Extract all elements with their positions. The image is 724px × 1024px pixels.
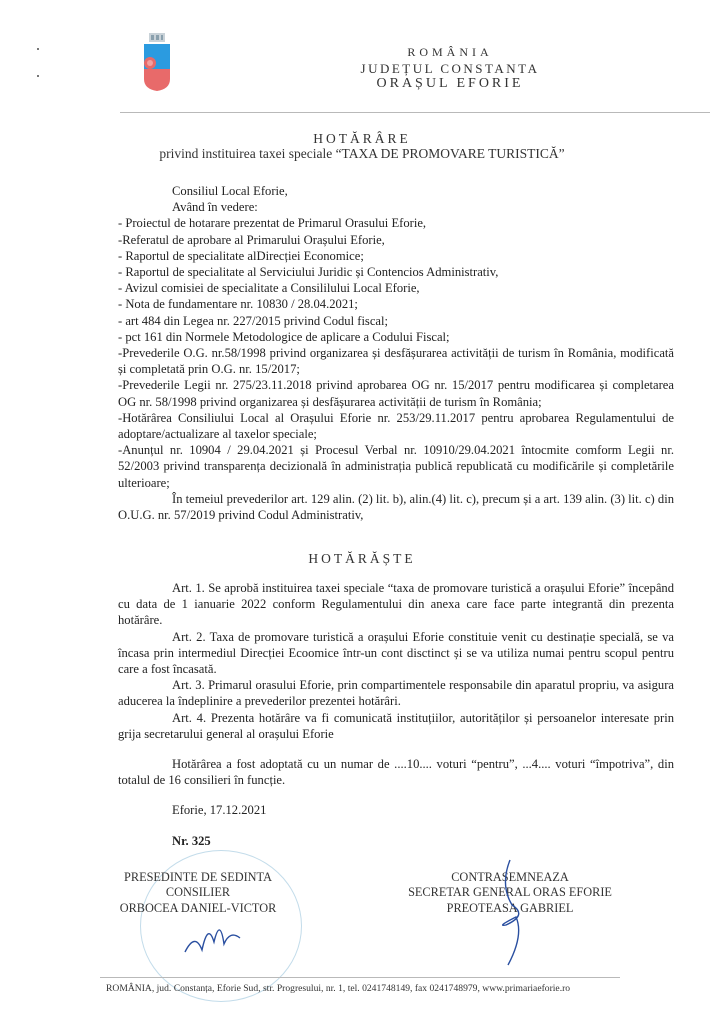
consideration-item: - pct 161 din Normele Metodologice de aplicare a Codului Fiscal; <box>118 329 450 344</box>
vote-result: Hotărârea a fost adoptată cu un numar de ....10.... voturi “pentru”, ...4.... voturi “împotriva”, din totalul de 16 consilieri în funcție. <box>118 757 674 788</box>
decides-heading: HOTĂRĂȘTE <box>308 551 416 566</box>
considering-label: Având în vedere: <box>172 200 258 215</box>
council-name: Consiliul Local Eforie, <box>172 184 288 198</box>
signature-name: ORBOCEA DANIEL-VICTOR <box>119 900 277 915</box>
signature-scribble-secretary <box>488 855 538 975</box>
decision-number: Nr. 325 <box>172 833 211 848</box>
consideration-item: - Nota de fundamentare nr. 10830 / 28.04.2021; <box>118 297 358 312</box>
consideration-item: - Proiectul de hotarare prezentat de Primarul Orasului Eforie, <box>118 216 427 231</box>
legal-basis: În temeiul prevederilor art. 129 alin. (2) lit. b), alin.(4) lit. c), precum și a art. 139 alin. (3) lit. c) din O.U.G. nr. 57/2019 privind Codul Administrativ, <box>118 491 674 523</box>
place-date: Eforie, 17.12.2021 <box>172 803 267 818</box>
header-divider <box>120 112 710 113</box>
consideration-item: - art 484 din Legea nr. 227/2015 privind Codul fiscal; <box>118 313 389 328</box>
footer-address: ROMÂNIA, jud. Constanța, Eforie Sud, str. Progresului, nr. 1, tel. 0241748149, fax 0241748979, www.primariaeforie.ro <box>106 983 571 994</box>
consideration-item: - Raportul de specialitate al Serviciului Juridic și Contencios Administrativ, <box>118 265 499 280</box>
footer-divider <box>100 977 620 978</box>
signature-role: PRESEDINTE DE SEDINTA <box>124 870 272 884</box>
header-town: ORAȘUL EFORIE <box>376 76 524 91</box>
document-title: HOTĂRÂRE <box>313 131 411 146</box>
article-3: Art. 3. Primarul orasului Eforie, prin compartimentele responsabile din aparatul propriu, va asigura aducerea la îndeplinire a prevederilor prezentei hotărâri. <box>118 678 674 709</box>
signature-scribble-president <box>180 912 250 957</box>
consideration-item: -Prevederile Legii nr. 275/23.11.2018 privind aprobarea OG nr. 15/2017 pentru modificarea și completarea OG nr. 58/1998 privind organizarea și desfășurarea activității de turism în România; <box>118 378 674 409</box>
article-2: Art. 2. Taxa de promovare turistică a orașului Eforie constituie venit cu destinație specială, se va încasa prin intermediul Direcției Ecoomice într-un cont disctinct și se va utiliza numai pentru scopul pentru care a fost încasată. <box>118 629 674 677</box>
consideration-item: -Hotărârea Consiliului Local al Orașului Eforie nr. 253/29.11.2017 pentru aprobarea Regulamentului de adoptare/actualizare al taxelor speciale; <box>118 410 674 442</box>
header-country: ROMÂNIA <box>407 45 493 59</box>
scan-speck <box>37 48 39 50</box>
coat-of-arms-icon <box>143 33 171 91</box>
consideration-item: -Prevederile O.G. nr.58/1998 privind organizarea și desfășurarea activității de turism în România, modificată și completată prin O.G. nr. 15/2017; <box>118 346 674 377</box>
consideration-item: - Avizul comisiei de specialitate a Consililului Local Eforie, <box>118 281 420 296</box>
header-county: JUDEȚUL CONSTANTA <box>360 61 540 76</box>
article-4: Art. 4. Prezenta hotărâre va fi comunicată instituțiilor, autorităților și persoanelor interesate prin grija secretarului general al orașului Eforie <box>118 710 674 741</box>
signature-title: SECRETAR GENERAL ORAS EFORIE <box>408 885 612 900</box>
scan-speck <box>37 75 39 77</box>
document-subtitle: privind instituirea taxei speciale “TAXA DE PROMOVARE TURISTICĂ” <box>159 146 565 161</box>
signature-block-president <box>100 870 296 916</box>
signature-name: PREOTEASA GABRIEL <box>446 900 574 915</box>
consideration-item: - Raportul de specialitate alDirecției Economice; <box>118 248 364 263</box>
signature-role: CONTRASEMNEAZA <box>451 870 569 884</box>
consideration-item: -Anunțul nr. 10904 / 29.04.2021 și Procesul Verbal nr. 10910/29.04.2021 întocmite comform Legii nr. 52/2003 privind transparența decizională în administrația publică republicată cu modificările și completările ulterioare; <box>118 443 674 490</box>
article-1: Art. 1. Se aprobă instituirea taxei speciale “taxa de promovare turistică a orașului Eforie” începând cu data de 1 ianuarie 2022 conform Regulamentului din anexa care face parte integrantă din prezenta hotărâre. <box>118 581 674 628</box>
preamble <box>118 183 674 523</box>
consideration-item: -Referatul de aprobare al Primarului Orașului Eforie, <box>118 232 385 247</box>
signature-title: CONSILIER <box>165 885 231 900</box>
articles <box>118 580 674 849</box>
